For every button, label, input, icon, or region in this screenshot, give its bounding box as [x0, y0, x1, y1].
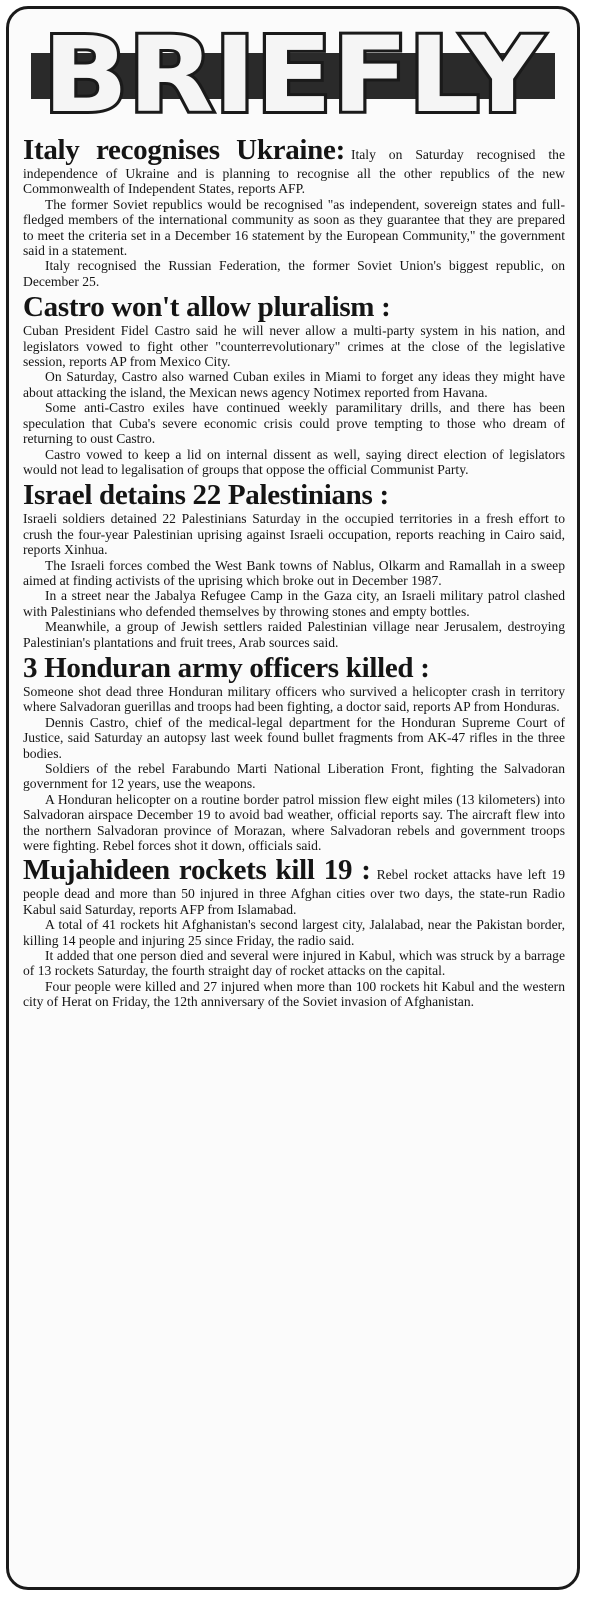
story-paragraph: Castro vowed to keep a lid on internal dissent as well, saying direct election of legislators would not lead to legalisation of groups that oppose the official Communist Party. [23, 446, 565, 477]
story-paragraph: The Israeli forces combed the West Bank towns of Nablus, Olkarm and Ramallah in a sweep aimed at finding activists of the uprising which broke out in December 1987. [23, 557, 565, 588]
story-paragraph: Soldiers of the rebel Farabundo Marti National Liberation Front, fighting the Salvadoran government for 12 years, use the weapons. [23, 761, 565, 792]
story-lead-paragraph [23, 135, 565, 197]
story-headline: Italy recognises Ukraine: [23, 134, 345, 166]
masthead-logo [23, 19, 563, 131]
story-paragraph: The former Soviet republics would be recognised "as independent, sovereign states and full-fledged members of the international community as soon as they guarantee that they are prepared to meet the criteria set in a December 16 statement by the European Community," the government said in a statement. [23, 196, 565, 259]
story-paragraph: Meanwhile, a group of Jewish settlers raided Palestinian village near Jerusalem, destroying Palestinian's plantations and fruit trees, Arab sources said. [23, 619, 565, 650]
story-lead-text: Rebel rocket attacks have left 19 people dead and more than 50 injured in three Afghan cities over two days, the state-run Radio Kabul said Saturday, reports AFP from Islamabad. [23, 867, 565, 917]
story-paragraph: In a street near the Jabalya Refugee Camp in the Gaza city, an Israeli military patrol clashed with Palestinians who defended themselves by throwing stones and empty bottles. [23, 588, 565, 619]
masthead [9, 19, 577, 131]
story-paragraph: Dennis Castro, chief of the medical-legal department for the Honduran Supreme Court of Justice, said Saturday an autopsy last week found bullet fragments from AK-47 rifles in the three bodies. [23, 714, 565, 761]
story-israel [23, 479, 565, 650]
story-paragraph: Some anti-Castro exiles have continued weekly paramilitary drills, and there has been speculation that Cuba's severe economic crisis could prove tempting to those who dream of returning to oust Castro. [23, 400, 565, 447]
story-headline: Castro won't allow pluralism : [23, 291, 391, 324]
story-lead-text: Italy on Saturday recognised the independence of Ukraine and is planning to recognise all the other republics of the new Commonwealth of Independent States, reports AFP. [23, 147, 565, 197]
clipping-frame [6, 6, 580, 1590]
story-lead-paragraph [23, 855, 565, 917]
story-headline: 3 Honduran army officers killed : [23, 651, 430, 684]
story-paragraph: Italy recognised the Russian Federation, the former Soviet Union's biggest republic, on December 25. [23, 258, 565, 289]
story-paragraph: It added that one person died and several were injured in Kabul, which was struck by a barrage of 13 rockets Saturday, the fourth straight day of rocket attacks on the capital. [23, 948, 565, 979]
masthead-title: BRIEFLY [43, 19, 545, 131]
story-paragraph: A total of 41 rockets hit Afghanistan's second largest city, Jalalabad, near the Pakistan border, killing 14 people and injuring 25 since Friday, the radio said. [23, 917, 565, 948]
story-italy [23, 135, 565, 289]
story-mujahideen [23, 855, 565, 1009]
story-headline: Israel detains 22 Palestinians : [23, 479, 389, 512]
story-honduras [23, 652, 565, 853]
story-paragraph: Four people were killed and 27 injured when more than 100 rockets hit Kabul and the western city of Herat on Friday, the 12th anniversary of the Soviet invasion of Afghanistan. [23, 978, 565, 1010]
stories-column [23, 135, 565, 1581]
story-lead-paragraph: Someone shot dead three Honduran military officers who survived a helicopter crash in territory where Salvadoran guerillas and troops had been fighting, a doctor said, reports AP from Honduras. [23, 683, 565, 715]
story-headline: Mujahideen rockets kill 19 : [23, 854, 371, 887]
story-lead-paragraph: Cuban President Fidel Castro said he will never allow a multi-party system in his nation, and legislators vowed to fight other "counterrevolutionary" crimes at the close of the legislative session, reports AP from Mexico City. [23, 323, 565, 370]
story-lead-paragraph: Israeli soldiers detained 22 Palestinians Saturday in the occupied territories in a fresh effort to crush the four-year Palestinian uprising against Israeli occupation, reports reaching in Cairo said, reports Xinhua. [23, 511, 565, 558]
story-castro [23, 291, 565, 477]
story-paragraph: On Saturday, Castro also warned Cuban exiles in Miami to forget any ideas they might have about attacking the island, the Mexican news agency Notimex reported from Havana. [23, 369, 565, 400]
story-paragraph: A Honduran helicopter on a routine border patrol mission flew eight miles (13 kilometers) into Salvadoran airspace December 19 to avoid bad weather, official reports say. The aircraft flew into the northern Salvadoran province of Morazan, where Salvadoran rebels and government troops were fighting. Rebel forces shot it down, officials said. [23, 791, 565, 854]
